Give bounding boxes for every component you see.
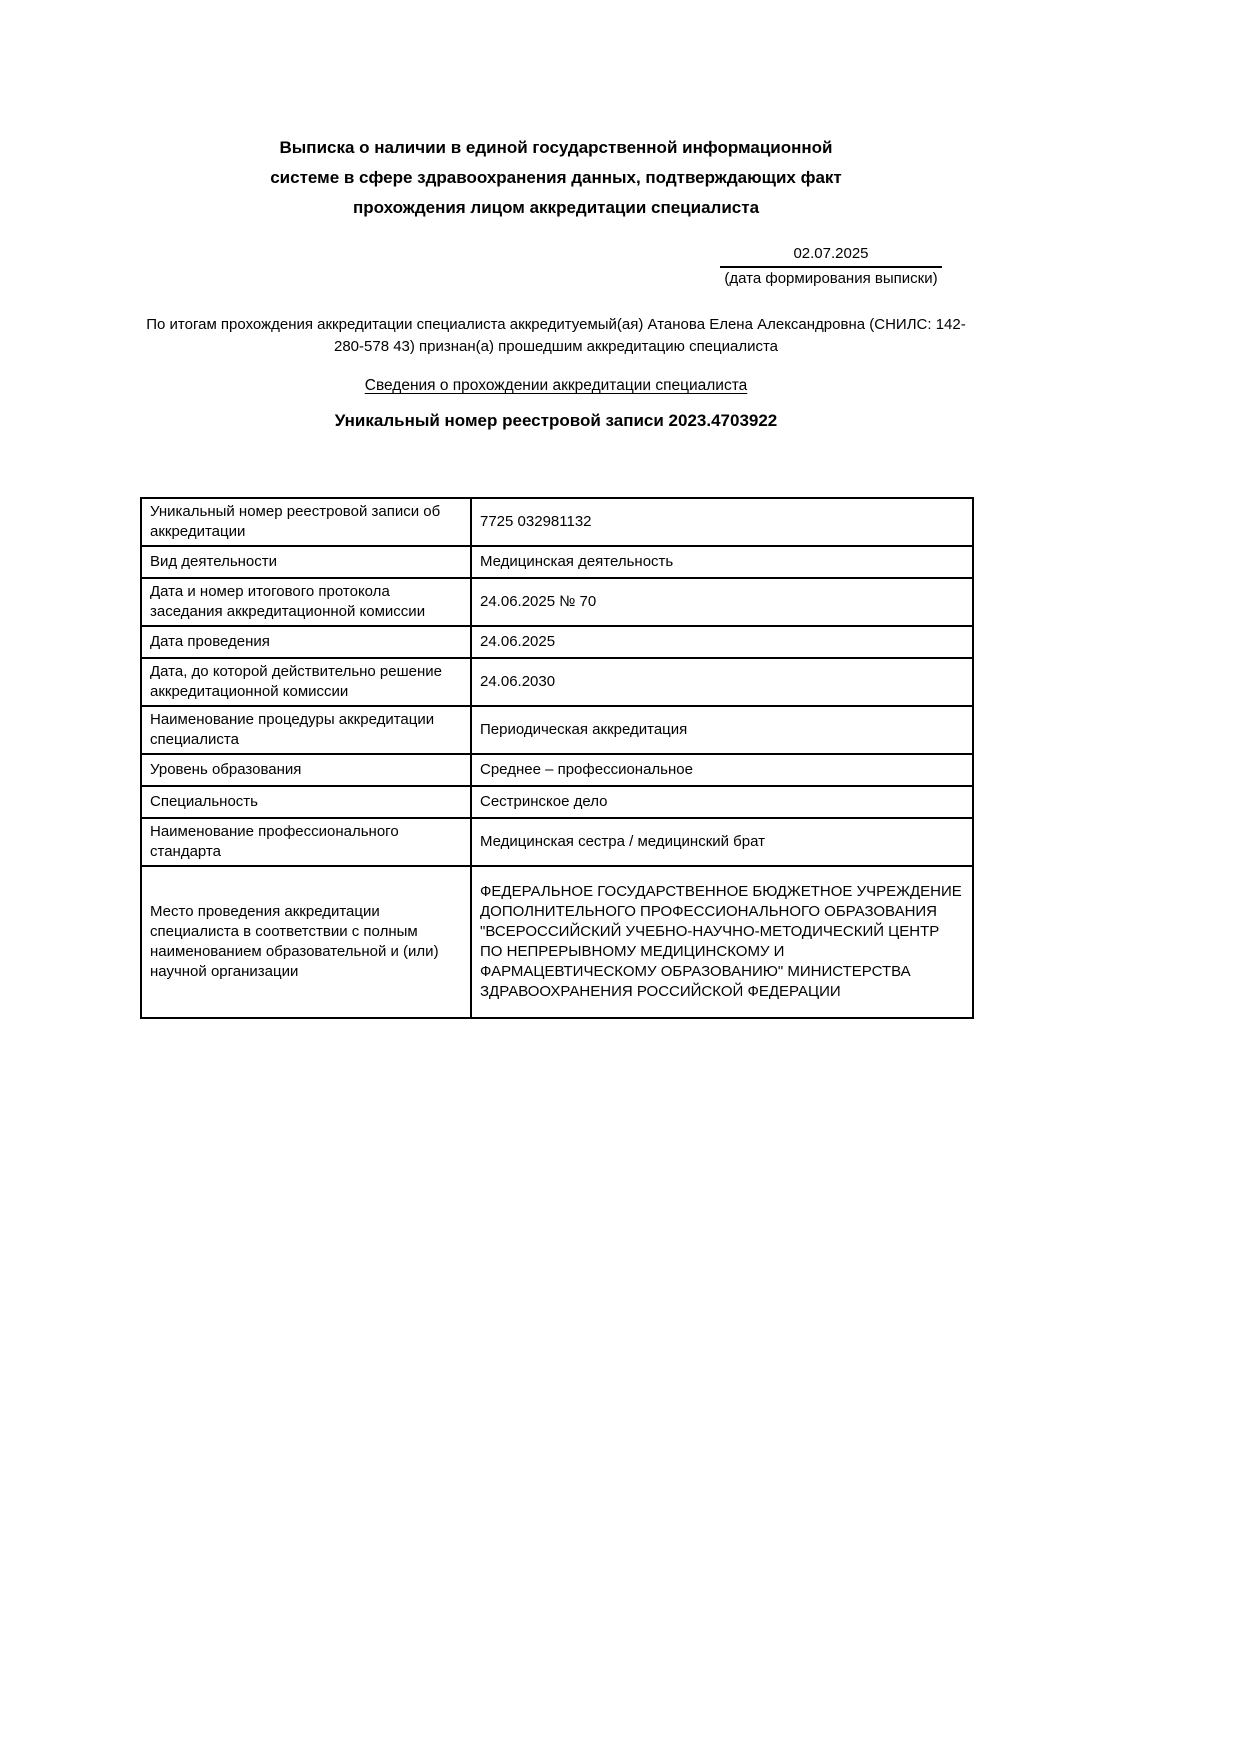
table-row	[141, 866, 973, 1018]
row-value-cell: Сестринское дело	[471, 786, 973, 818]
table-row	[141, 626, 973, 658]
document-title-line: прохождения лицом аккредитации специалиста	[352, 198, 760, 217]
row-value-cell: 24.06.2025 № 70	[471, 578, 973, 626]
row-value-cell: Периодическая аккредитация	[471, 706, 973, 754]
document-title	[140, 133, 972, 223]
table-row	[141, 546, 973, 578]
table-row	[141, 754, 973, 786]
row-label-cell: Специальность	[141, 786, 471, 818]
registry-record-heading: Уникальный номер реестровой записи 2023.4703922	[334, 411, 778, 430]
row-value-cell: Медицинская сестра / медицинский брат	[471, 818, 973, 866]
row-label-cell: Наименование процедуры аккредитации специалиста	[141, 706, 471, 754]
row-value-cell: 24.06.2030	[471, 658, 973, 706]
formation-date-block	[720, 244, 942, 289]
table-row	[141, 706, 973, 754]
row-value-cell: 24.06.2025	[471, 626, 973, 658]
table-row	[141, 818, 973, 866]
table-row	[141, 658, 973, 706]
row-label-cell: Уровень образования	[141, 754, 471, 786]
table-row	[141, 578, 973, 626]
section-heading: Сведения о прохождении аккредитации специалиста	[364, 377, 748, 394]
row-value-cell: ФЕДЕРАЛЬНОЕ ГОСУДАРСТВЕННОЕ БЮДЖЕТНОЕ УЧРЕЖДЕНИЕ ДОПОЛНИТЕЛЬНОГО ПРОФЕССИОНАЛЬНОГО ОБРАЗОВАНИЯ "ВСЕРОССИЙСКИЙ УЧЕБНО-НАУЧНО-МЕТОДИЧЕСКИЙ ЦЕНТР ПО НЕПРЕРЫВНОМУ МЕДИЦИНСКОМУ И ФАРМАЦЕВТИЧЕСКОМУ ОБРАЗОВАНИЮ" МИНИСТЕРСТВА ЗДРАВООХРАНЕНИЯ РОССИЙСКОЙ ФЕДЕРАЦИИ	[471, 866, 973, 1018]
row-value-cell: Медицинская деятельность	[471, 546, 973, 578]
document-title-line: системе в сфере здравоохранения данных, подтверждающих факт	[270, 168, 842, 187]
row-value-cell: 7725 032981132	[471, 498, 973, 546]
row-label-cell: Дата, до которой действительно решение аккредитационной комиссии	[141, 658, 471, 706]
document-title-line: Выписка о наличии в единой государственной информационной	[279, 138, 833, 157]
formation-date-value: 02.07.2025	[720, 244, 942, 268]
table-row	[141, 498, 973, 546]
row-label-cell: Дата и номер итогового протокола заседания аккредитационной комиссии	[141, 578, 471, 626]
formation-date-caption: (дата формирования выписки)	[724, 270, 938, 287]
table-row	[141, 786, 973, 818]
row-label-cell: Уникальный номер реестровой записи об аккредитации	[141, 498, 471, 546]
row-label-cell: Наименование профессионального стандарта	[141, 818, 471, 866]
accreditation-summary-paragraph: По итогам прохождения аккредитации специалиста аккредитуемый(ая) Атанова Елена Александровна (СНИЛС: 142-280-578 43) признан(а) прошедшим аккредитацию специалиста	[146, 316, 966, 355]
row-label-cell: Дата проведения	[141, 626, 471, 658]
row-value-cell: Среднее – профессиональное	[471, 754, 973, 786]
row-label-cell: Вид деятельности	[141, 546, 471, 578]
accreditation-details-table	[140, 497, 974, 1019]
row-label-cell: Место проведения аккредитации специалиста в соответствии с полным наименованием образовательной и (или) научной организации	[141, 866, 471, 1018]
